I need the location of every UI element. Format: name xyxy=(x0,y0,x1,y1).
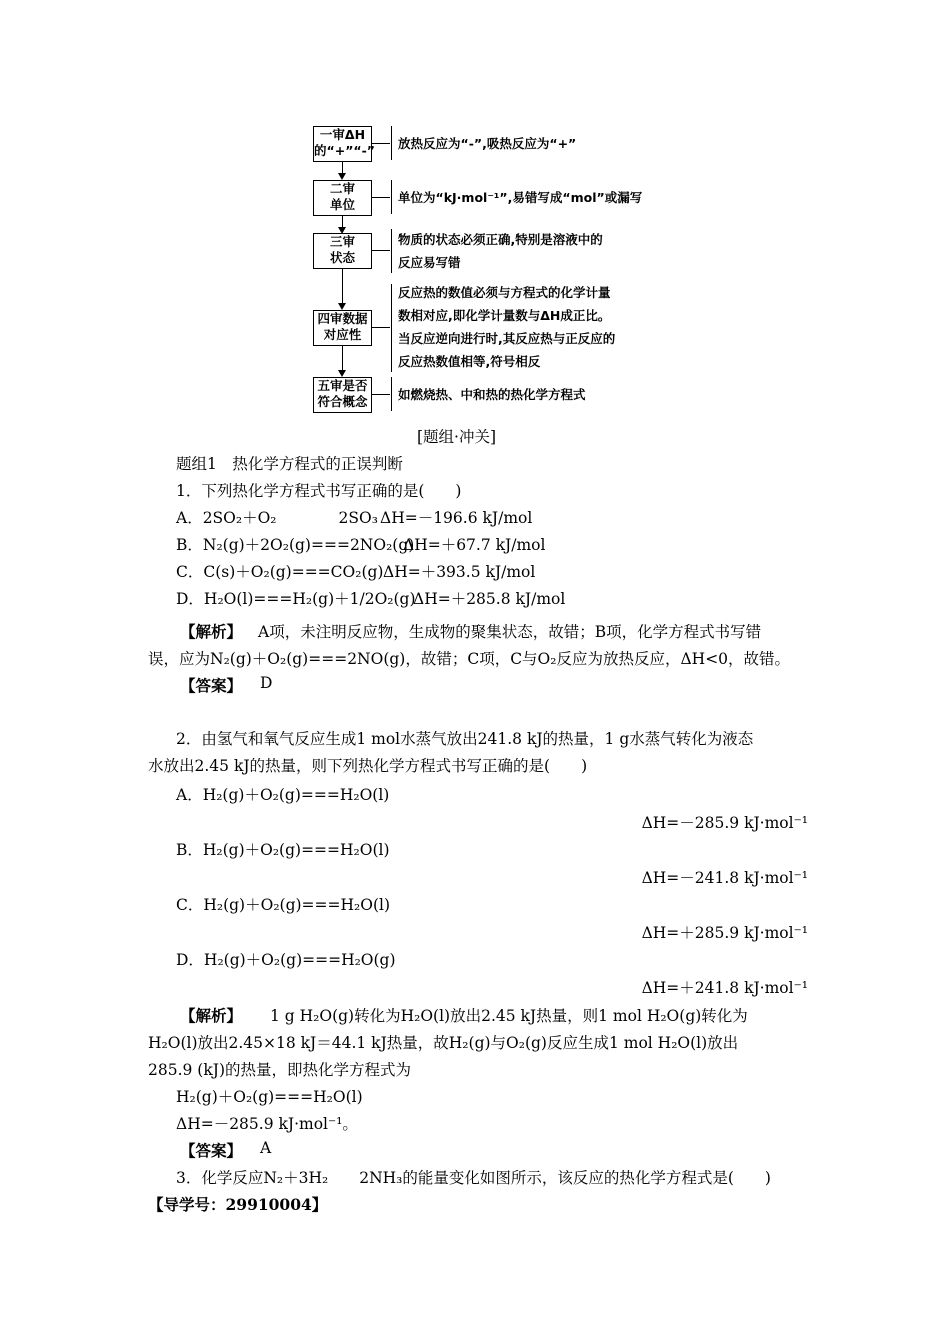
flow-step-1-desc: 放热反应为“-”,吸热反应为“+” xyxy=(398,136,577,151)
flow-arrow-icon xyxy=(338,173,346,180)
q2-analysis-line1: 1 g H₂O(g)转化为H₂O(l)放出2.45 kJ热量，则1 mol H₂O(g)转化为 xyxy=(270,1007,748,1025)
q1-option-b: B．N₂(g)＋2O₂(g)===2NO₂(g) xyxy=(176,536,415,554)
q3-stem: 3．化学反应N₂＋3H₂ 2NH₃的能量变化如图所示，该反应的热化学方程式是( ) xyxy=(176,1169,771,1187)
q1-answer: D xyxy=(260,674,273,692)
q1-option-a: A．2SO₂＋O₂ 2SO₃ xyxy=(176,509,378,527)
q1-option-d: D．H₂O(l)===H₂(g)＋1/2O₂(g) xyxy=(176,590,416,608)
q1-option-d-dh: ΔH=＋285.8 kJ/mol xyxy=(413,590,566,608)
flow-step-4-box: 四审数据 对应性 xyxy=(313,310,372,346)
flow-step-4-desc: 反应热的数值必须与方程式的化学计量 数相对应,即化学计量数与ΔH成正比。 当反应逆向进行时,其反应热与正反应的 反应热数值相等,符号相反 xyxy=(398,285,616,369)
q1-analysis-line2: 误，应为N₂(g)＋O₂(g)===2NO(g)，故错；C项，C与O₂反应为放热反应，ΔH<0，故错。 xyxy=(148,650,791,668)
q2-stem-line1: 2．由氢气和氧气反应生成1 mol水蒸气放出241.8 kJ的热量，1 g水蒸气转化为液态 xyxy=(176,730,754,748)
q2-analysis-line5: ΔH=－285.9 kJ·mol⁻¹。 xyxy=(176,1115,358,1133)
q2-option-d: D．H₂(g)＋O₂(g)===H₂O(g) xyxy=(176,951,396,969)
flow-step-5-desc: 如燃烧热、中和热的热化学方程式 xyxy=(398,387,586,402)
q2-analysis-line3: 285.9 (kJ)的热量，即热化学方程式为 xyxy=(148,1061,412,1079)
q2-answer: A xyxy=(260,1139,272,1157)
q1-analysis-label: 【解析】 xyxy=(180,622,243,641)
flow-arrow-icon xyxy=(338,303,346,310)
q1-analysis-line1: A项，未注明反应物，生成物的聚集状态，故错；B项，化学方程式书写错 xyxy=(258,623,762,641)
q2-option-c: C．H₂(g)＋O₂(g)===H₂O(l) xyxy=(176,896,390,914)
q2-analysis-label: 【解析】 xyxy=(180,1006,243,1025)
q2-option-c-dh: ΔH=＋285.9 kJ·mol⁻¹ xyxy=(641,924,808,942)
q1-option-c: C．C(s)＋O₂(g)===CO₂(g) xyxy=(176,563,384,581)
q1-option-c-dh: ΔH=＋393.5 kJ/mol xyxy=(383,563,536,581)
q2-answer-label: 【答案】 xyxy=(180,1141,243,1160)
q2-stem-line2: 水放出2.45 kJ的热量，则下列热化学方程式书写正确的是( ) xyxy=(148,757,588,775)
group-title: 题组1 热化学方程式的正误判断 xyxy=(176,455,403,473)
flow-step-1-line1: 一审ΔH xyxy=(319,127,366,142)
q2-analysis-line4: H₂(g)＋O₂(g)===H₂O(l) xyxy=(176,1088,363,1106)
q1-option-b-dh: ΔH=＋67.7 kJ/mol xyxy=(403,536,546,554)
flow-step-3-box: 三审 状态 xyxy=(313,233,372,269)
flow-step-2-desc: 单位为“kJ·mol⁻¹”,易错写成“mol”或漏写 xyxy=(398,190,643,205)
q2-option-a-dh: ΔH=－285.9 kJ·mol⁻¹ xyxy=(641,814,808,832)
q2-option-d-dh: ΔH=＋241.8 kJ·mol⁻¹ xyxy=(641,979,808,997)
flow-step-1-box xyxy=(313,126,376,162)
q2-analysis-line2: H₂O(l)放出2.45×18 kJ＝44.1 kJ热量，故H₂(g)与O₂(g)反应生成1 mol H₂O(l)放出 xyxy=(148,1034,739,1052)
q2-option-b-dh: ΔH=－241.8 kJ·mol⁻¹ xyxy=(641,869,808,887)
flow-step-5-box: 五审是否 符合概念 xyxy=(313,377,372,413)
flow-step-1-line2: 的“+”“-” xyxy=(314,143,376,158)
flow-step-2-box: 二审 单位 xyxy=(313,180,372,216)
flow-arrow-icon xyxy=(338,370,346,377)
section-title: [题组·冲关] xyxy=(417,428,497,446)
q1-stem: 1．下列热化学方程式书写正确的是( ) xyxy=(176,482,462,500)
flow-step-3-desc: 物质的状态必须正确,特别是溶液中的 反应易写错 xyxy=(398,232,603,270)
q3-guide: 【导学号：29910004】 xyxy=(148,1195,328,1214)
q2-option-a: A．H₂(g)＋O₂(g)===H₂O(l) xyxy=(176,786,390,804)
q2-option-b: B．H₂(g)＋O₂(g)===H₂O(l) xyxy=(176,841,390,859)
q1-answer-label: 【答案】 xyxy=(180,676,243,695)
q1-option-a-dh: ΔH=－196.6 kJ/mol xyxy=(380,509,533,527)
